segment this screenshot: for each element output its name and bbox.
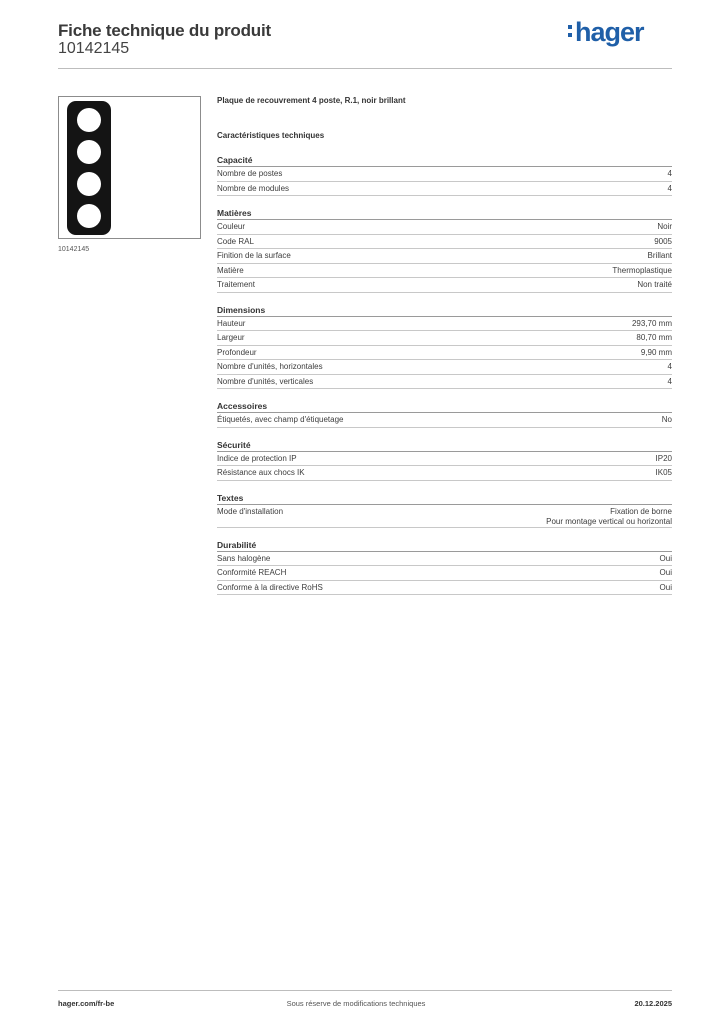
spec-value-line: Noir [657,222,672,231]
spec-value-line: 4 [667,169,672,178]
spec-label: Couleur [217,222,246,231]
hager-logo [567,14,657,48]
spec-row [217,413,672,428]
spec-section [217,401,672,428]
spec-value-line: Oui [659,582,672,592]
spec-row [217,466,672,481]
spec-label: Nombre d'unités, verticales [217,376,314,386]
footer-notice: Sous réserve de modifications techniques [286,999,426,1008]
spec-value-line: Oui [659,568,672,577]
spec-label: Sans halogène [217,553,271,563]
spec-row [217,278,672,293]
spec-row [217,375,672,390]
spec-label: Matière [217,265,244,275]
spec-row [217,581,672,596]
spec-label: Indice de protection IP [217,453,297,463]
spec-value-line: 80,70 mm [636,333,672,342]
spec-row [217,264,672,279]
header-divider [58,68,672,69]
footer-website: hager.com/fr-be [58,999,115,1008]
spec-value [637,280,672,290]
spec-value-line: 4 [667,183,672,193]
spec-value-line: 293,70 mm [631,318,672,328]
spec-row [217,182,672,197]
spec-value [546,507,672,527]
spec-row [217,346,672,361]
spec-section [217,440,672,481]
section-title: Dimensions [217,305,672,317]
spec-value-line: 9005 [654,236,672,246]
spec-label: Nombre d'unités, horizontales [217,362,323,371]
spec-label: Conformité REACH [217,568,287,577]
spec-label: Finition de la surface [217,251,291,260]
specs-heading: Caractéristiques techniques [217,131,325,140]
spec-row [217,505,672,528]
spec-label: Résistance aux chocs IK [217,468,305,477]
spec-section [217,208,672,293]
spec-value [668,184,672,194]
section-title: Capacité [217,155,672,167]
spec-value [648,251,672,261]
spec-label: Étiquetés, avec champ d'étiquetage [217,415,344,424]
spec-value-line: IK05 [655,468,672,477]
page-title: Fiche technique du produit [58,21,271,40]
spec-value-line: Fixation de borne [610,506,672,516]
spec-row [217,220,672,235]
spec-label: Nombre de modules [217,183,290,193]
footer-date: 20.12.2025 [634,999,672,1008]
spec-value-line: Oui [659,553,672,563]
spec-value [662,415,672,425]
spec-section [217,540,672,596]
spec-value-line: 4 [667,376,672,386]
spec-value [654,237,672,247]
spec-value-line: No [661,415,672,424]
spec-value [612,266,672,276]
spec-value [656,454,672,464]
image-caption: 10142145 [58,246,90,253]
spec-label: Profondeur [217,347,257,357]
spec-value [641,348,672,358]
spec-label: Conforme à la directive RoHS [217,582,323,592]
spec-value-line: IP20 [655,453,672,463]
spec-value-line: Pour montage vertical ou horizontal [546,516,672,526]
spec-value [668,377,672,387]
spec-value-line: 9,90 mm [640,347,672,357]
spec-label: Hauteur [217,318,246,328]
spec-value-line: Non traité [637,280,672,289]
spec-value-line: 4 [667,362,672,371]
spec-row [217,167,672,182]
section-title: Sécurité [217,440,672,452]
section-title: Durabilité [217,540,672,552]
spec-label: Nombre de postes [217,169,283,178]
section-title: Accessoires [217,401,672,413]
spec-section [217,155,672,196]
section-title: Textes [217,493,672,505]
section-title: Matières [217,208,672,220]
spec-value [636,333,672,343]
spec-value [660,568,672,578]
product-reference: 10142145 [58,40,130,57]
spec-value-line: Thermoplastique [612,265,672,275]
logo-text: hager [575,17,644,47]
spec-row [217,235,672,250]
spec-section [217,305,672,390]
spec-row [217,452,672,467]
spec-row [217,360,672,375]
spec-value [660,554,672,564]
spec-label: Code RAL [217,236,254,246]
spec-content [217,96,672,595]
spec-value-line: Brillant [647,251,672,260]
spec-row [217,331,672,346]
spec-value [660,583,672,593]
spec-value [657,222,672,232]
spec-label: Mode d'installation [217,506,284,516]
spec-value [656,468,672,478]
spec-row [217,249,672,264]
spec-value [668,169,672,179]
spec-row [217,317,672,332]
spec-label: Largeur [217,333,245,342]
spec-sections [217,155,672,595]
spec-row [217,566,672,581]
footer-divider [58,990,672,991]
spec-row [217,552,672,567]
product-description: Plaque de recouvrement 4 poste, R.1, noir brillant [217,96,406,105]
product-image-frame [58,96,201,239]
spec-label: Traitement [217,280,255,289]
spec-section [217,493,672,528]
spec-value [668,362,672,372]
cover-plate-image [66,100,112,236]
spec-value [632,319,672,329]
